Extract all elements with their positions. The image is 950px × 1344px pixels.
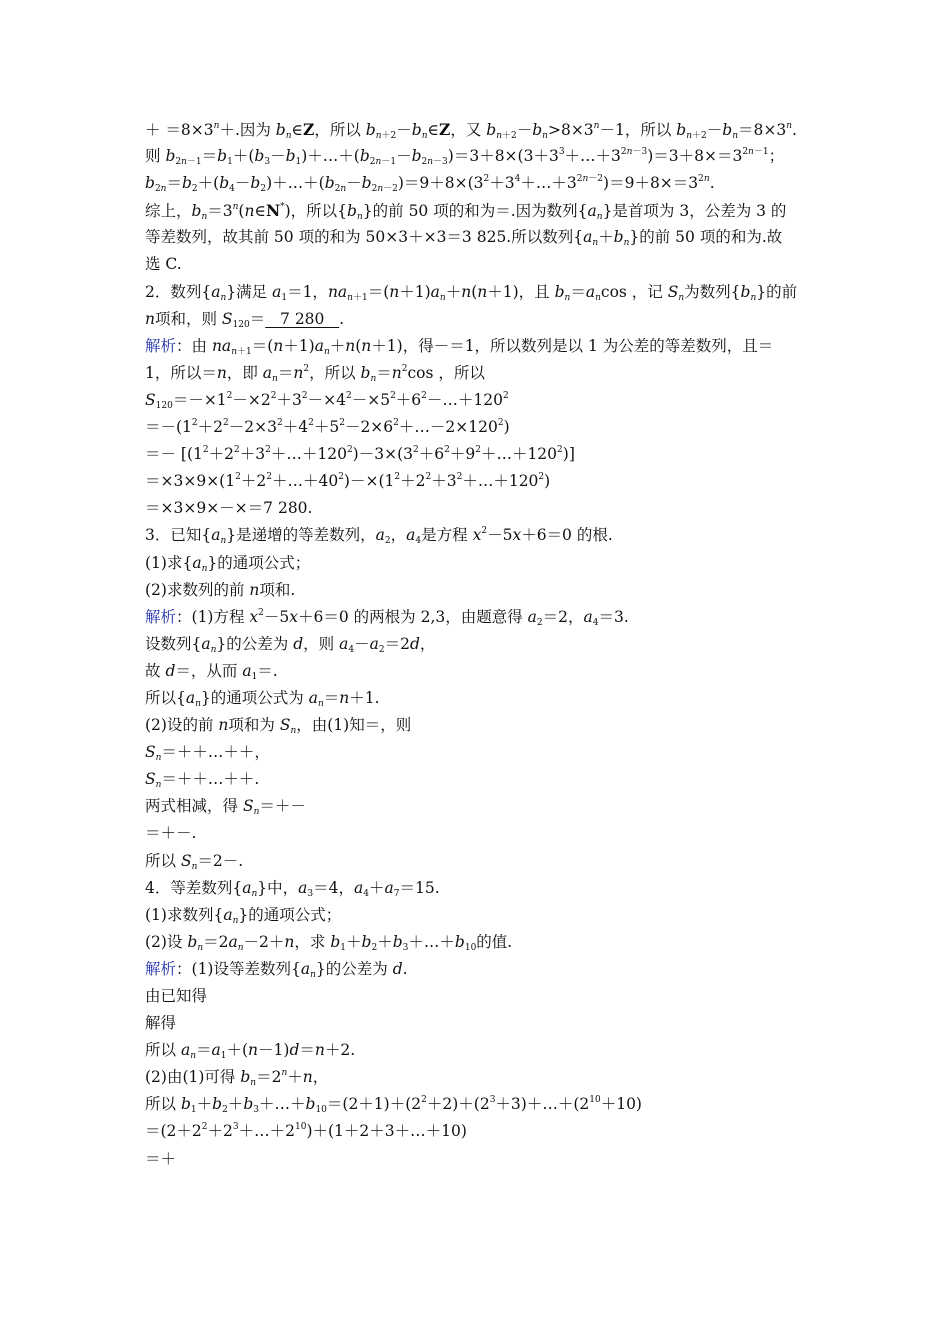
text-line: 所以 $a_n=a_1+(n-1)d=n+2$. [145, 1041, 356, 1062]
text-line: 设数列$\{a_n\}$的公差为 d，则 $a_4-a_2=2d$， [145, 634, 436, 655]
text-line: $=\times 3\times 9\times(1^2+2^2+\dots+40^2)-\times(1^2+2^2+3^2+\dots+120^2)$ [145, 472, 551, 491]
text-line: 4．等差数列$\{a_n\}$中，$a_3=4$，$a_4+a_7=15$. [145, 878, 440, 899]
text-line: 2．数列$\{a_n\}$满足 $a_1=1$，$na_{n+1}=(n+1)a_n+n(n+1)$，且 $b_n=a_n\cos$ ，记 $S_n$为数列$\{b_n\}$的前 [145, 282, 798, 303]
text-line: 解析：(1)方程 $x^2-5x+6=0$ 的两根为 2,3，由题意得 $a_2=2$，$a_4=3$. [145, 607, 629, 628]
text-line: ＝＋－. [145, 824, 197, 843]
text-line: (2)设 $b_n=2a_n-2+n$，求 $b_1+b_2+b_3+\dots+b_{10}$的值. [145, 932, 513, 953]
text-line: $S_n=++\dots++$. [145, 770, 260, 791]
text-line: n项和，则 $S_{120}= 7$ 280 . [145, 309, 345, 330]
text-line: (2)设的前 n项和为 $S_n$，由(1)知＝，则 [145, 716, 412, 737]
text-line: 1，所以＝n，即 $a_n=n^2$，所以 $b_n=n^2\cos$ ，所以 [145, 363, 485, 384]
document-page [145, 116, 815, 1173]
text-line: 3．已知$\{a_n\}$是递增的等差数列，$a_2$，$a_4$是方程 $x^2-5x+6=0$ 的根. [145, 526, 613, 547]
text-line: (2)由(1)可得 $b_n=2^n+n$， [145, 1068, 329, 1089]
text-line: (2)求数列的前 n项和. [145, 580, 296, 599]
text-line: 综上，$b_n=3^n(n\in N^*)$，所以$\{b_n\}$的前 50 项的和为＝.因为数列$\{a_n\}$是首项为 3，公差为 3 的 [145, 201, 787, 223]
text-line: ＝×3×9×－×＝7 280. [145, 499, 313, 518]
text-line: 所以 $b_1+b_2+b_3+\dots+b_{10}=(2+1)+(2^2+2)+(2^3+3)+\dots+(2^{10}+10)$ [145, 1095, 642, 1116]
text-line: $=-(1^2+2^2-2\times 3^2+4^2+5^2-2\times 6^2+\dots-2\times 120^2)$ [145, 418, 510, 437]
text-line: 解析：(1)设等差数列$\{a_n\}$的公差为 d. [145, 959, 408, 980]
text-line: ＝－ $[(1^2+2^2+3^2+\dots+120^2)-3\times(3^2+6^2+9^2+\dots+120^2)]$ [145, 445, 575, 464]
text-line: 解得 [145, 1014, 177, 1033]
text-line: (1)求数列$\{a_n\}$的通项公式； [145, 905, 342, 926]
text-line: $S_{120}=-\times 1^2-\times 2^2+3^2-\times 4^2-\times 5^2+6^2-\dots+120^2$ [145, 390, 509, 411]
text-line: $b_{2n}=b_2+(b_4-b_2)+\dots+(b_{2n}-b_{2n-2})=9+8\times(3^2+3^4+\dots+3^{2n-2})=9+8\times=3^{2n}$. [145, 174, 715, 195]
text-line: 等差数列，故其前 50 项的和为 50×3＋×3＝3 825.所以数列$\{a_n+b_n\}$的前 50 项的和为.故 [145, 228, 783, 249]
text-line: $S_n=++\dots++$， [145, 743, 270, 764]
text-line: $=(2+2^2+2^3+\dots+2^{10})+(1+2+3+\dots+10)$ [145, 1122, 467, 1141]
text-line: 所以$\{a_n\}$的通项公式为 $a_n=n+1$. [145, 688, 380, 709]
text-line: 由已知得 [145, 987, 208, 1005]
text-line: 则 $b_{2n-1}=b_1+(b_3-b_1)+\dots+(b_{2n-1}-b_{2n-3})=3+8\times(3+3^3+\dots+3^{2n-3})=3+8\times=3^{2n-1}$； [145, 147, 785, 168]
text-line: 解析：由 $na_{n+1}=(n+1)a_n+n(n+1)$，得－＝1，所以数列是以 1 为公差的等差数列，且＝ [145, 336, 774, 357]
text-line: ＝＋ [145, 1149, 177, 1168]
text-line: 故 d＝，从而 $a_1=$. [145, 661, 278, 682]
text-line: ＋ $=8\times 3^n+$.因为 $b_n\in Z$，所以 $b_{n+2}-b_n\in Z$，又 $b_{n+2}-b_n>8\times 3^n-1$，所以 $b_{n+2}-b_n=8\times 3^n$. [145, 120, 797, 141]
text-line: 选 C. [145, 255, 182, 274]
text-line: 两式相减，得 $S_n=+-$ [145, 797, 306, 818]
text-line: (1)求$\{a_n\}$的通项公式； [145, 553, 311, 574]
text-line: 所以 $S_n=2-$. [145, 851, 244, 872]
